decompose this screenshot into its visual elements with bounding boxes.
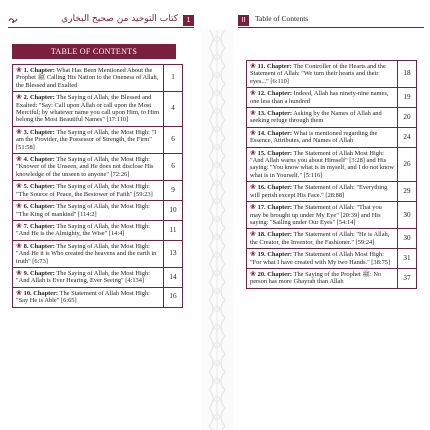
page-number-cell: 30	[398, 229, 417, 249]
toc-entry	[13, 181, 164, 201]
chapter-title: The Saying of Allah, the Most High: "And He is the Almighty, the Wise" [14:4]	[16, 222, 150, 238]
chapter-title: The Saying of Allah, the Most High: "I am the Provider, the Possessor of Strength, the Firm" [51:58]	[16, 128, 157, 151]
toc-entry	[247, 249, 398, 269]
page-number-cell: 20	[398, 108, 417, 128]
chapter-label: 15. Chapter:	[257, 149, 293, 157]
chapter-title: What Has Been Mentioned About the Prophet ﷺ Calling His Nation to the Oneness of Allah, the Blessed and Exalted	[16, 67, 159, 89]
page-number-cell: 19	[398, 88, 417, 108]
toc-entry	[13, 287, 164, 307]
page-number-cell: 14	[164, 267, 183, 287]
chapter-label: 1. Chapter:	[23, 67, 55, 74]
header-rule	[8, 27, 194, 28]
page-number-cell: 30	[398, 202, 417, 229]
page-number-cell: 26	[398, 147, 417, 182]
flourish-ornament-icon	[8, 16, 18, 25]
toc-entry	[247, 61, 398, 88]
rose-ornament-icon: ❀	[16, 268, 24, 277]
toc-row[interactable]	[247, 61, 417, 88]
chapter-label: 9. Chapter:	[23, 269, 55, 277]
chapter-label: 3. Chapter:	[23, 128, 55, 136]
rose-ornament-icon: ❀	[16, 221, 24, 230]
toc-row[interactable]	[13, 181, 183, 201]
rose-ornament-icon: ❀	[250, 183, 258, 192]
chapter-label: 8. Chapter:	[23, 242, 55, 250]
toc-row[interactable]	[13, 154, 183, 181]
chapter-title: The Controller of the Hearts and the Statement of Allah: "We turn their hearts and their eyes..." [6:110]	[250, 63, 386, 85]
chapter-label: 12. Chapter:	[257, 90, 293, 98]
toc-row[interactable]	[247, 88, 417, 108]
chapter-label: 11. Chapter:	[257, 63, 292, 70]
toc-entry	[13, 201, 164, 221]
right-page-number: II	[238, 15, 249, 26]
toc-row[interactable]	[13, 201, 183, 221]
rose-ornament-icon: ❀	[250, 230, 258, 239]
rose-ornament-icon: ❀	[16, 93, 24, 102]
right-toc-table	[246, 60, 417, 289]
header-label: Table of Contents	[255, 14, 309, 23]
page-number-cell: 24	[398, 127, 417, 147]
page-number-cell: 16	[164, 287, 183, 307]
toc-entry	[247, 268, 398, 288]
gutter-ornament-icon	[201, 30, 233, 430]
toc-row[interactable]	[247, 202, 417, 229]
toc-row[interactable]	[13, 126, 183, 153]
toc-row[interactable]	[247, 147, 417, 182]
rose-ornament-icon: ❀	[250, 148, 258, 157]
chapter-label: 17. Chapter:	[257, 204, 293, 212]
toc-row[interactable]	[247, 249, 417, 269]
rose-ornament-icon: ❀	[250, 62, 258, 70]
header-arabic-title: كتاب التوحيد من صحيح البخاري	[61, 14, 178, 24]
rose-ornament-icon: ❀	[16, 155, 24, 164]
page-number-cell: 31	[398, 249, 417, 269]
chapter-title: Indeed, Allah has ninety-nine names, one less than a hundred	[250, 90, 389, 105]
rose-ornament-icon: ❀	[16, 127, 24, 136]
chapter-title: What is mentioned regarding the Essence, Attributes, and Names of Allah	[250, 129, 378, 145]
chapter-title: The Statement of Allah: "He is Allah, the Creator, the Inventor, the Fashioner." [59:24]	[250, 231, 390, 246]
page-number-cell: 37	[398, 268, 417, 288]
toc-entry	[247, 147, 398, 182]
page-number-cell: 11	[164, 220, 183, 240]
chapter-title: The Saying of Allah, the Most High: "And He it is Who created the heavens and the earth in truth" [6:73]	[16, 242, 157, 265]
chapter-label: 18. Chapter:	[257, 231, 293, 239]
toc-row[interactable]	[13, 92, 183, 127]
toc-row[interactable]	[247, 127, 417, 147]
rose-ornament-icon: ❀	[250, 269, 258, 278]
chapter-label: 7. Chapter:	[23, 222, 55, 230]
page-number-cell: 13	[164, 240, 183, 267]
right-page-header	[238, 14, 424, 28]
chapter-title: The Saying of Allah, the Most High: "The King of mankind" [114:2]	[16, 203, 150, 218]
chapter-title: The Statement of Allah Most High: "For what I have created with My two Hands." [38:75]	[250, 251, 391, 266]
toc-entry	[13, 92, 164, 127]
toc-row[interactable]	[247, 229, 417, 249]
rose-ornament-icon: ❀	[16, 241, 24, 250]
rose-ornament-icon: ❀	[250, 250, 258, 259]
left-page-header	[8, 14, 194, 28]
rose-ornament-icon: ❀	[16, 182, 24, 191]
toc-row[interactable]	[247, 108, 417, 128]
chapter-label: 14. Chapter:	[257, 129, 293, 137]
chapter-title: The Statement of Allah: "That you may be brought up under My Eye" [20:39] and His saying: "Sailing under Our Eyes" [54:14]	[250, 204, 382, 226]
chapter-title: The Statement of Allah Most High: "And Allah warns you about Himself" [3:28] and His saying: "You know what is in myself, and I do not know what is in Yourself." [5:116]	[250, 149, 394, 179]
rose-ornament-icon: ❀	[250, 203, 258, 212]
toc-entry	[247, 202, 398, 229]
toc-row[interactable]	[13, 65, 183, 92]
page-number-cell: 10	[164, 201, 183, 221]
chapter-label: 2. Chapter:	[23, 94, 55, 102]
book-gutter	[201, 30, 233, 430]
toc-entry	[13, 240, 164, 267]
toc-entry	[247, 88, 398, 108]
left-toc-table	[12, 64, 183, 308]
chapter-title: Asking by the Names of Allah and seeking refuge through them	[250, 110, 382, 125]
page-number-cell: 1	[164, 65, 183, 92]
page-number-cell: 4	[164, 92, 183, 127]
toc-entry	[13, 126, 164, 153]
rose-ornament-icon: ❀	[250, 89, 258, 98]
page-number-cell: 6	[164, 126, 183, 153]
chapter-title: The Saying of Allah, the Most High: "The Source of Peace, the Bestower of Faith" [59:23]	[16, 183, 153, 198]
chapter-title: The Saying of Allah, the Most High: "And Allah is Ever Hearing, Ever Seeing" [4:134]	[16, 269, 150, 285]
chapter-label: 20. Chapter:	[257, 270, 293, 278]
toc-title-bar: TABLE OF CONTENTS	[12, 44, 176, 59]
toc-entry	[13, 220, 164, 240]
chapter-label: 4. Chapter:	[23, 156, 55, 164]
chapter-title: The Statement of Allah Most High: "Say He is Able" [6:65]	[16, 289, 150, 305]
toc-row[interactable]	[13, 267, 183, 287]
toc-entry	[13, 65, 164, 92]
page-number-cell: 6	[164, 154, 183, 181]
rose-ornament-icon: ❀	[16, 66, 24, 74]
page-number-cell: 29	[398, 182, 417, 202]
rose-ornament-icon: ❀	[16, 202, 24, 211]
left-page-number: 1	[183, 15, 194, 26]
toc-row[interactable]	[13, 240, 183, 267]
chapter-title: The Saying of Allah, the Most High: "Knower of the Unseen, and He does not disclose His knowledge of the unseen to anyone" [72:26]	[16, 156, 154, 178]
chapter-label: 10. Chapter:	[23, 289, 59, 297]
toc-row[interactable]	[13, 220, 183, 240]
chapter-title: The Saying of the Prophet ﷺ: No person has more Ghayrah than Allah	[250, 270, 382, 286]
chapter-label: 16. Chapter:	[257, 184, 293, 192]
toc-row[interactable]	[13, 287, 183, 307]
chapter-label: 19. Chapter:	[257, 251, 293, 259]
toc-entry	[13, 267, 164, 287]
rose-ornament-icon: ❀	[250, 109, 258, 118]
toc-entry	[247, 182, 398, 202]
page-number-cell: 9	[164, 181, 183, 201]
chapter-label: 6. Chapter:	[23, 203, 55, 211]
chapter-label: 13. Chapter:	[257, 110, 293, 118]
toc-row[interactable]	[247, 268, 417, 288]
page-number-cell: 18	[398, 61, 417, 88]
chapter-title: The Statement of Allah: "Everything will perish except His Face." [28:88]	[250, 184, 388, 199]
toc-entry	[247, 229, 398, 249]
header-rule	[238, 27, 424, 28]
chapter-label: 5. Chapter:	[23, 183, 55, 191]
toc-entry	[247, 108, 398, 128]
toc-entry	[247, 127, 398, 147]
toc-entry	[13, 154, 164, 181]
rose-ornament-icon: ❀	[16, 288, 24, 297]
toc-row[interactable]	[247, 182, 417, 202]
rose-ornament-icon: ❀	[250, 128, 258, 137]
chapter-title: The Saying of Allah, the Blessed and Exalted: "Say: Call upon Allah or call upon the Most Merciful; by whatever name you call upon Him, to Him belong the Most Beautiful Names" [17:110]	[16, 94, 160, 124]
